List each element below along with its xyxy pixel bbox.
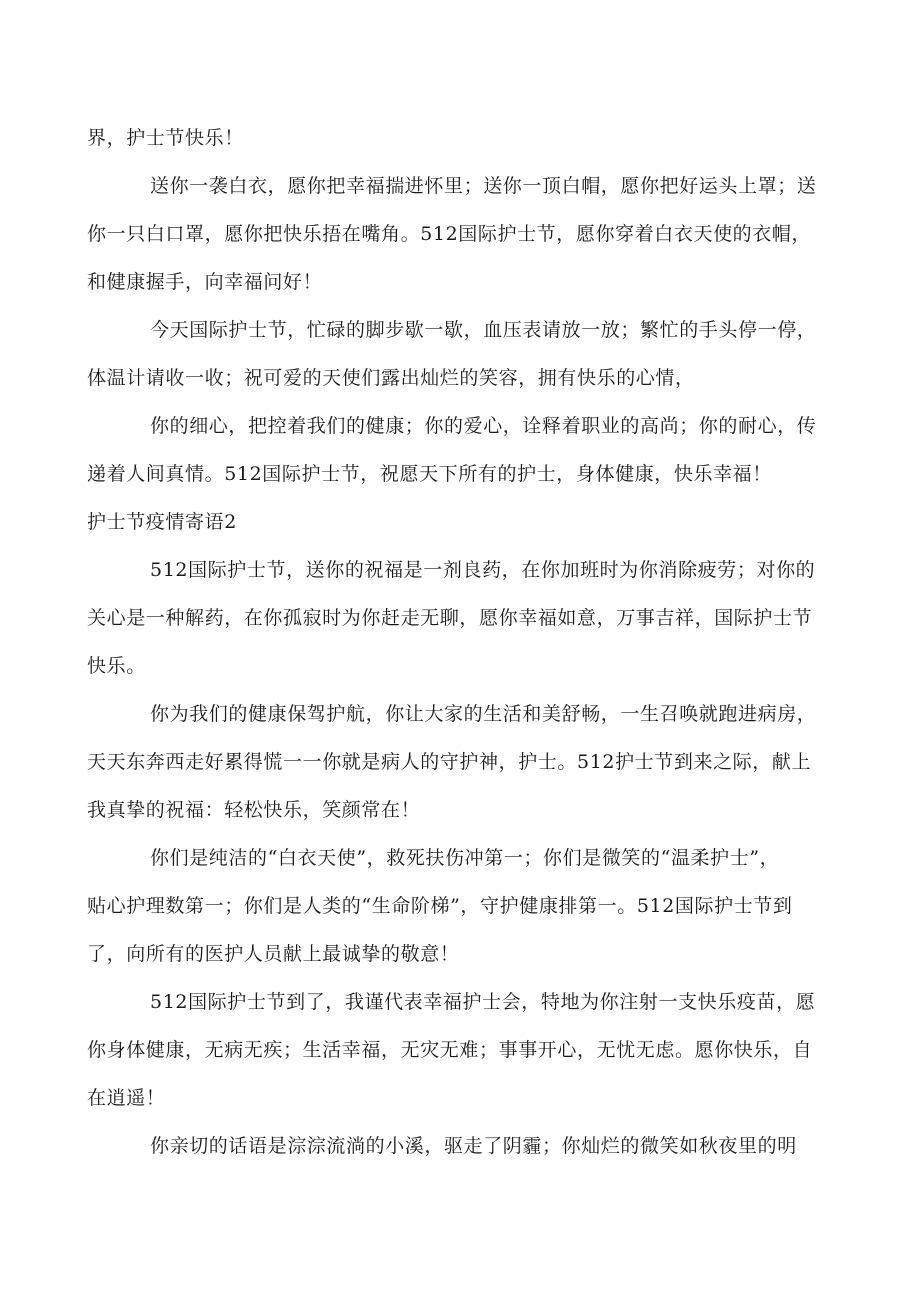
text-line: 界，护士节快乐！ [87, 127, 244, 149]
paragraph-first-line: 送你一袭白衣，愿你把幸福揣进怀里；送你一顶白帽，愿你把好运头上罩；送 [150, 175, 817, 197]
text-line: 我真挚的祝福：轻松快乐，笑颜常在！ [87, 799, 421, 821]
paragraph-first-line: 今天国际护士节，忙碌的脚步歇一歇，血压表请放一放；繁忙的手头停一停， [150, 319, 817, 341]
text-line: 关心是一种解药，在你孤寂时为你赶走无聊，愿你幸福如意，万事吉祥，国际护士节 [87, 607, 813, 629]
text-line: 贴心护理数第一；你们是人类的“生命阶梯”，守护健康排第一。512国际护士节到 [87, 895, 793, 917]
section-heading: 护士节疫情寄语2 [87, 511, 237, 533]
paragraph-first-line: 你亲切的话语是淙淙流淌的小溪，驱走了阴霾；你灿烂的微笑如秋夜里的明 [150, 1135, 797, 1157]
text-line: 递着人间真情。512国际护士节，祝愿天下所有的护士，身体健康，快乐幸福！ [87, 463, 772, 485]
text-line: 你身体健康，无病无疾；生活幸福，无灾无难；事事开心，无忧无虑。愿你快乐，自 [87, 1039, 813, 1061]
text-line: 在逍遥！ [87, 1087, 166, 1109]
paragraph-first-line: 你们是纯洁的“白衣天使”，救死扶伤冲第一；你们是微笑的“温柔护士”， [150, 847, 780, 869]
text-line: 和健康握手，向幸福问好！ [87, 271, 323, 293]
text-line: 了，向所有的医护人员献上最诚挚的敬意！ [87, 943, 460, 965]
text-line: 体温计请收一收；祝可爱的天使们露出灿烂的笑容，拥有快乐的心情， [87, 367, 695, 389]
text-line: 快乐。 [87, 655, 146, 677]
text-line: 你一只白口罩，愿你把快乐捂在嘴角。512国际护士节，愿你穿着白衣天使的衣帽， [87, 223, 812, 245]
paragraph-first-line: 你的细心，把控着我们的健康；你的爱心，诠释着职业的高尚；你的耐心，传 [150, 415, 817, 437]
paragraph-first-line: 512国际护士节，送你的祝福是一剂良药，在你加班时为你消除疲劳；对你的 [150, 559, 816, 581]
paragraph-first-line: 512国际护士节到了，我谨代表幸福护士会，特地为你注射一支快乐疫苗，愿 [150, 991, 816, 1013]
text-line: 天天东奔西走好累得慌一一你就是病人的守护神，护士。512护士节到来之际，献上 [87, 751, 812, 773]
paragraph-first-line: 你为我们的健康保驾护航，你让大家的生活和美舒畅，一生召唤就跑进病房， [150, 703, 817, 725]
